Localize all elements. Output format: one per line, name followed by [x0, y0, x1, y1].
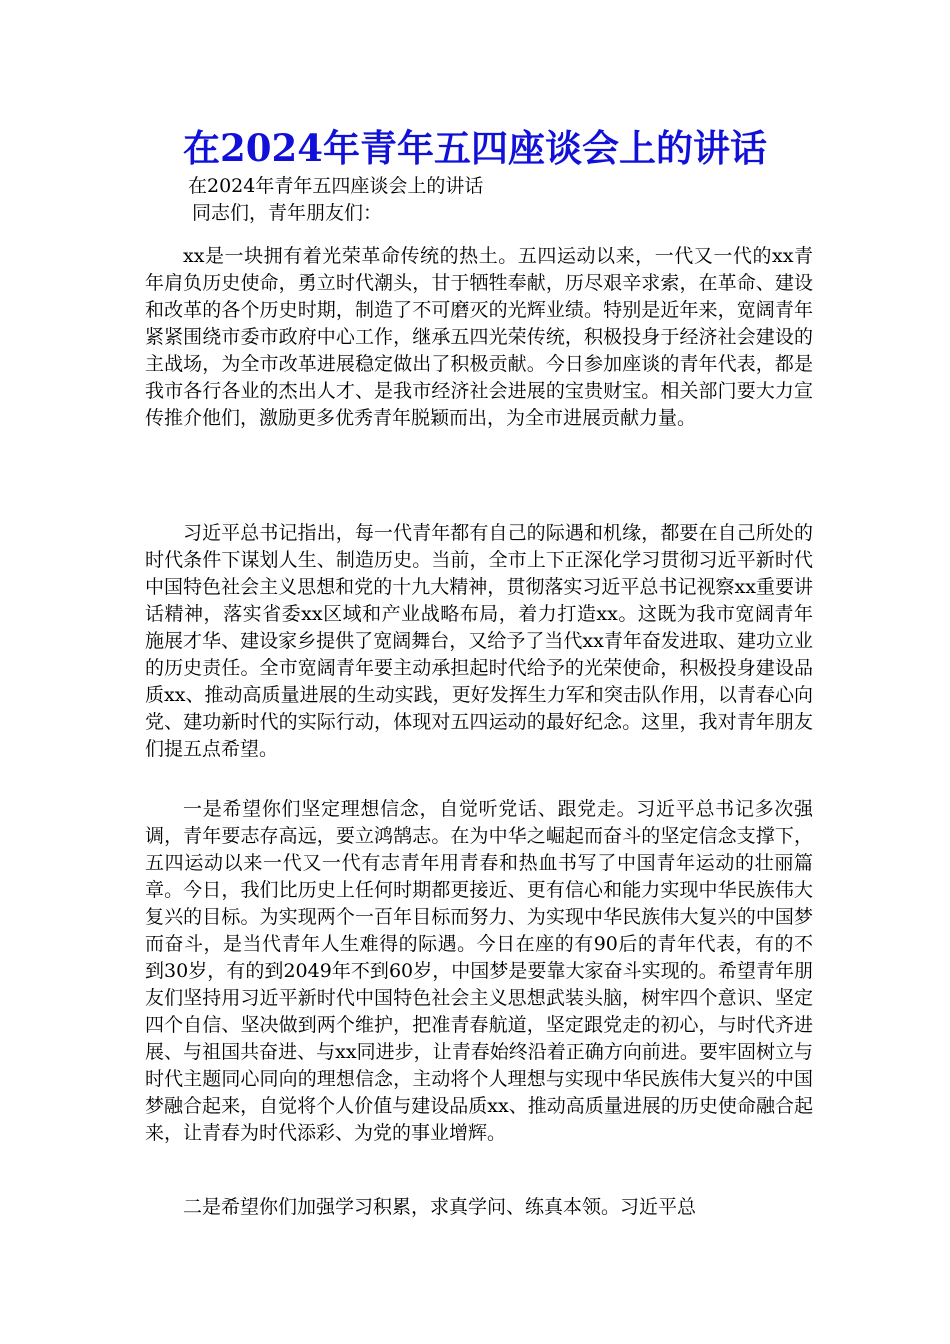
document-subtitle: 在2024年青年五四座谈会上的讲话 — [188, 175, 484, 197]
body-paragraph-1: xx是一块拥有着光荣革命传统的热土。五四运动以来，一代又一代的xx青年肩负历史使命，勇立时代潮头，甘于牺牲奉献，历尽艰辛求索，在革命、建设和改革的各个历史时期，制造了不可磨灭的光辉业绩。特别是近年来，宽阔青年紧紧围绕市委市政府中心工作，继承五四光荣传统，积极投身于经济社会建设的主战场，为全市改革进展稳定做出了积极贡献。今日参加座谈的青年代表，都是我市各行各业的杰出人才、是我市经济社会进展的宝贵财宝。相关部门要大力宣传推介他们，激励更多优秀青年脱颖而出，为全市进展贡献力量。 — [145, 245, 813, 429]
body-paragraph-2: 习近平总书记指出，每一代青年都有自己的际遇和机缘，都要在自己所处的时代条件下谋划人生、制造历史。当前，全市上下正深化学习贯彻习近平新时代中国特色社会主义思想和党的十九大精神，贯彻落实习近平总书记视察xx重要讲话精神，落实省委xx区域和产业战略布局，着力打造xx。这既为我市宽阔青年施展才华、建设家乡提供了宽阔舞台，又给予了当代xx青年奋发进取、建功立业的历史责任。全市宽阔青年要主动承担起时代给予的光荣使命，积极投身建设品质xx、推动高质量进展的生动实践，更好发挥生力军和突击队作用，以青春心向党、建功新时代的实际行动，体现对五四运动的最好纪念。这里，我对青年朋友们提五点希望。 — [145, 522, 813, 760]
document-title: 在2024年青年五四座谈会上的讲话 — [183, 126, 767, 170]
body-paragraph-3: 一是希望你们坚定理想信念，自觉听党话、跟党走。习近平总书记多次强调，青年要志存高远，要立鸿鹄志。在为中华之崛起而奋斗的坚定信念支撑下，五四运动以来一代又一代有志青年用青春和热血书写了中国青年运动的壮丽篇章。今日，我们比历史上任何时期都更接近、更有信心和能力实现中华民族伟大复兴的目标。为实现两个一百年目标而努力、为实现中华民族伟大复兴的中国梦而奋斗，是当代青年人生难得的际遇。今日在座的有90后的青年代表，有的不到30岁，有的到2049年不到60岁，中国梦是要靠大家奋斗实现的。希望青年朋友们坚持用习近平新时代中国特色社会主义思想武装头脑，树牢四个意识、坚定四个自信、坚决做到两个维护，把准青春航道，坚定跟党走的初心，与时代齐进展、与祖国共奋进、与xx同进步，让青春始终沿着正确方向前进。要牢固树立与时代主题同心同向的理想信念，主动将个人理想与实现中华民族伟大复兴的中国梦融合起来，自觉将个人价值与建设品质xx、推动高质量进展的历史使命融合起来，让青春为时代添彩、为党的事业增辉。 — [145, 798, 813, 1144]
body-paragraph-4: 二是希望你们加强学习积累，求真学问、练真本领。习近平总 — [183, 1196, 697, 1218]
salutation: 同志们，青年朋友们： — [192, 202, 383, 224]
